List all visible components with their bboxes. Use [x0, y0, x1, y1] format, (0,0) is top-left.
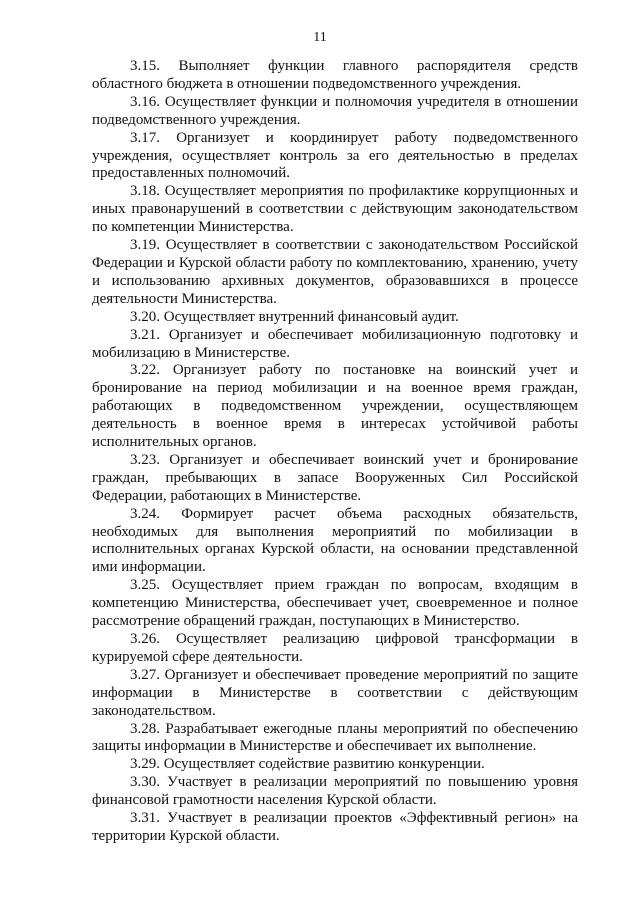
paragraph-3-18: 3.18. Осуществляет мероприятия по профилактике коррупционных и иных правонарушений в соответствии с действующим законодательством по компетенции Министерства.	[92, 183, 578, 236]
paragraph-3-23: 3.23. Организует и обеспечивает воинский учет и бронирование граждан, пребывающих в запасе Вооруженных Сил Российской Федерации, работающих в Министерстве.	[92, 451, 578, 504]
document-body	[92, 58, 578, 846]
paragraph-3-30: 3.30. Участвует в реализации мероприятий по повышению уровня финансовой грамотности населения Курской области.	[92, 774, 578, 809]
paragraph-3-15: 3.15. Выполняет функции главного распорядителя средств областного бюджета в отношении подведомственного учреждения.	[92, 58, 578, 92]
paragraph-3-26: 3.26. Осуществляет реализацию цифровой трансформации в курируемой сфере деятельности.	[92, 631, 578, 665]
paragraph-3-27: 3.27. Организует и обеспечивает проведение мероприятий по защите информации в Министерстве в соответствии с действующим законодательством.	[92, 666, 578, 719]
paragraph-3-31: 3.31. Участвует в реализации проектов «Эффективный регион» на территории Курской области.	[92, 810, 578, 844]
paragraph-3-29: 3.29. Осуществляет содействие развитию конкуренции.	[130, 756, 485, 773]
paragraph-3-24: 3.24. Формирует расчет объема расходных обязательств, необходимых для выполнения мероприятий по мобилизации в исполнительных органах Курской области, на основании представленной ими информации.	[92, 505, 578, 576]
paragraph-3-16: 3.16. Осуществляет функции и полномочия учредителя в отношении подведомственного учреждения.	[92, 93, 578, 128]
page-number: 11	[313, 30, 327, 45]
paragraph-3-20: 3.20. Осуществляет внутренний финансовый аудит.	[130, 308, 459, 325]
paragraph-3-25: 3.25. Осуществляет прием граждан по вопросам, входящим в компетенцию Министерства, обеспечивает учет, своевременное и полное рассмотрение обращений граждан, поступающих в Министерство.	[92, 577, 578, 630]
paragraph-3-17: 3.17. Организует и координирует работу подведомственного учреждения, осуществляет контроль за его деятельностью в пределах предоставленных полномочий.	[92, 129, 578, 182]
paragraph-3-21: 3.21. Организует и обеспечивает мобилизационную подготовку и мобилизацию в Министерстве.	[92, 326, 578, 361]
paragraph-3-28: 3.28. Разрабатывает ежегодные планы мероприятий по обеспечению защиты информации в Министерстве и обеспечивает их выполнение.	[92, 720, 578, 755]
paragraph-3-22: 3.22. Организует работу по постановке на воинский учет и бронирование на период мобилизации и на военное время граждан, работающих в подведомственном учреждении, осуществляющем деятельность в военное время в интересах устойчивой работы исполнительных органов.	[92, 362, 578, 451]
paragraph-3-19: 3.19. Осуществляет в соответствии с законодательством Российской Федерации и Курской области работу по комплектованию, хранению, учету и использованию архивных документов, образовавшихся в процессе деятельности Министерства.	[92, 237, 578, 307]
